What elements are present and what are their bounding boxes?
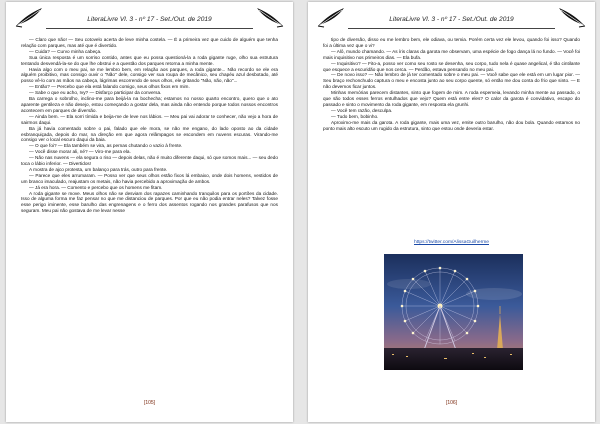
- paragraph: — O que foi? — Ela também se vira, as pernas chutando o vazio à frente.: [29, 143, 183, 149]
- page-number: [106]: [445, 400, 458, 406]
- header-divider: [46, 28, 253, 29]
- left-page: [6, 2, 293, 422]
- right-page: [308, 2, 595, 422]
- story-text: [323, 37, 580, 132]
- page-header: [308, 6, 595, 30]
- paragraph: tipo de diversão, disso eu me lembro bem, ele odiava, ou temia. Porém certa vez ele levou, quando foi isso? Quando foi a última vez que o vi?: [323, 37, 580, 48]
- paragraph: Havia algo com o meu pai, se me lembro bem, em relação aos parques, a roda gigante... Não recordo se ele era alguém proibitivo, mas consigo ouvir o "Não" dele, consigo ver sua roupa de mecânico, seu chapéu azul desbotado, até posso vê-lo com as mãos na cabeça, lágrimas escorrendo de seus olhos, ele gritando "Não, não, não"...: [21, 66, 278, 84]
- paragraph: — De novo isso? — Não lembro de já ter comentado sobre o meu pai. — Você sabe que ele está em um lugar pior. — Seu braço rechonchudo captura o meu e encosta junto ao seu corpo quente, só então me dou conta do frio que sinto. — E não devemos ficar juntos.: [323, 72, 580, 90]
- ferris-wheel-photo: [384, 254, 523, 370]
- paragraph: Ba carrega o sobrolho, inclino-me para beijá-la na bochecha; estamos no nosso quarto encontro, quero que o ato aparente gentileza e não desejo, estou começando a gostar dela, mas ainda não entendo porque todos nossos encontros acontecem em parques de diversão.: [21, 96, 278, 113]
- quill-emblem-icon: [557, 6, 587, 28]
- paragraph: — Tudo bem, bobinho.: [331, 113, 379, 119]
- paragraph: — Sabe o que eu acho, Ivy? — Disfarço participar da conversa.: [29, 90, 162, 96]
- page-header: [6, 6, 293, 30]
- quill-emblem-icon: [255, 6, 285, 28]
- paragraph: Aproximo-me mais da garota. A roda gigante, mais uma vez, emite outro barulho, não dou bola. Quando estamos no ponto mais alto escuto um rugido da estrutura, sinto que estou onde deveria estar.: [323, 119, 580, 131]
- story-text: [21, 37, 278, 214]
- paragraph: Sua única resposta é um sorriso contido, antes que eu possa questioná-la a roda gigante ruge, olho sua estrutura tentando desvendá-la-se do que lhe obstrui e a questão dos parques retorna a minha mente.: [21, 54, 278, 66]
- page-number: [105]: [143, 400, 156, 406]
- magazine-title: LiteraLivre Vl. 3 - nº 17 - Set./Out. de 2019: [87, 16, 212, 23]
- magazine-title: LiteraLivre Vl. 3 - nº 17 - Set./Out. de 2019: [389, 16, 514, 23]
- paragraph: A mostra de ajco protesta, um balanço para trás, outro para frente.: [29, 166, 168, 172]
- paragraph: — Claro que não! — Seu cotovelo acerta de leve minha costela. — É a primeira vez que cuido de alguém que tenha relação com parques, mas até que é divertido.: [21, 37, 278, 48]
- paragraph: — Parece que eles arrumaram. — Posso ver que seus olhos estão fixos lá embaixo, onde dois homens, vestidos de um branco imaculado, reajustam os metais, não havia percebido a aproximação de ambos.: [21, 172, 278, 184]
- paragraph: — Inquisitivo? — Fito-a, posso ver como seu rosto se desenha, seu corpo, tudo nela é quase angelical, é tão cintilante que esquece a escuridão que nos cerca. — Perdão, estava pensando no meu pai.: [323, 60, 580, 72]
- paragraph: — Não nas nuvens — ela segura o riso — depois delas, não é muito diferente daqui, só que somos mais... — seu dedo toca o lábio inferior. — Divertidos!: [21, 155, 278, 167]
- paragraph: Minhas memórias parecem distantes, sinto que fogem de mim. A roda espemeia, levando minha mente ao passado, o que são todos esses ferros entulhados que vejo? Quem está entre eles? O calor da garota é convidativo, escapo do passado e sinto o movimento da roda gigante, em resposta ela grunhi.: [323, 90, 580, 107]
- author-twitter-link[interactable]: https://twitter.com/AlissaGuilherme: [413, 240, 489, 245]
- paragraph: — Ainda bem. — Ela sorri tímida e beija-me de leve nos lábios. — Meu pai vai adorar te conhecer, não vejo a hora de sairmos daqui.: [21, 113, 278, 125]
- paragraph: — Já era hora. — Comento e percebo que os homens me fitam.: [29, 184, 163, 190]
- paragraph: — Cuida? — Curvo minha cabeça.: [29, 48, 102, 54]
- paragraph: — Você disse morar ali, né? — Viro-me para ela.: [29, 149, 131, 155]
- header-divider: [348, 28, 555, 29]
- paragraph: — Então? — Percebo que ela está falando comigo, seus olhos fixos em mim.: [29, 84, 190, 90]
- paragraph: — Alô, mundo chamando. — As íris claras da garota me observam, uma espécie de fogo dança lá no fundo. — Você foi mais inquisitivo nos primeiros dias. — Ela bufa.: [323, 48, 580, 60]
- paragraph: A roda gigante se move. Meus olhos não se desviam dos rapazes caminhando tranquilos para os portões da cidade. Isso de alguma forma me faz pensar no que me distanciou de parques. Por que eu não podia entrar neles? Talvez fosse esse perigo iminente, esse barulho das engrenagens e o ferro dos assentos rogando nos grandes parafusos que nos seguram. Meu pai não gostava de me levar nesse: [21, 190, 278, 214]
- paragraph: Ba já havia comentado sobre o pai, falado que ele mora, se não me engano, do lado oposto ao da cidade esbranquiçada, depois do mar, na direção em que agora relâmpagos se escondem em nuvens escuras. Virando-me consigo ver o local escuro daqui da baia.: [21, 125, 278, 143]
- paragraph: — Você tem razão, desculpa.: [331, 107, 393, 113]
